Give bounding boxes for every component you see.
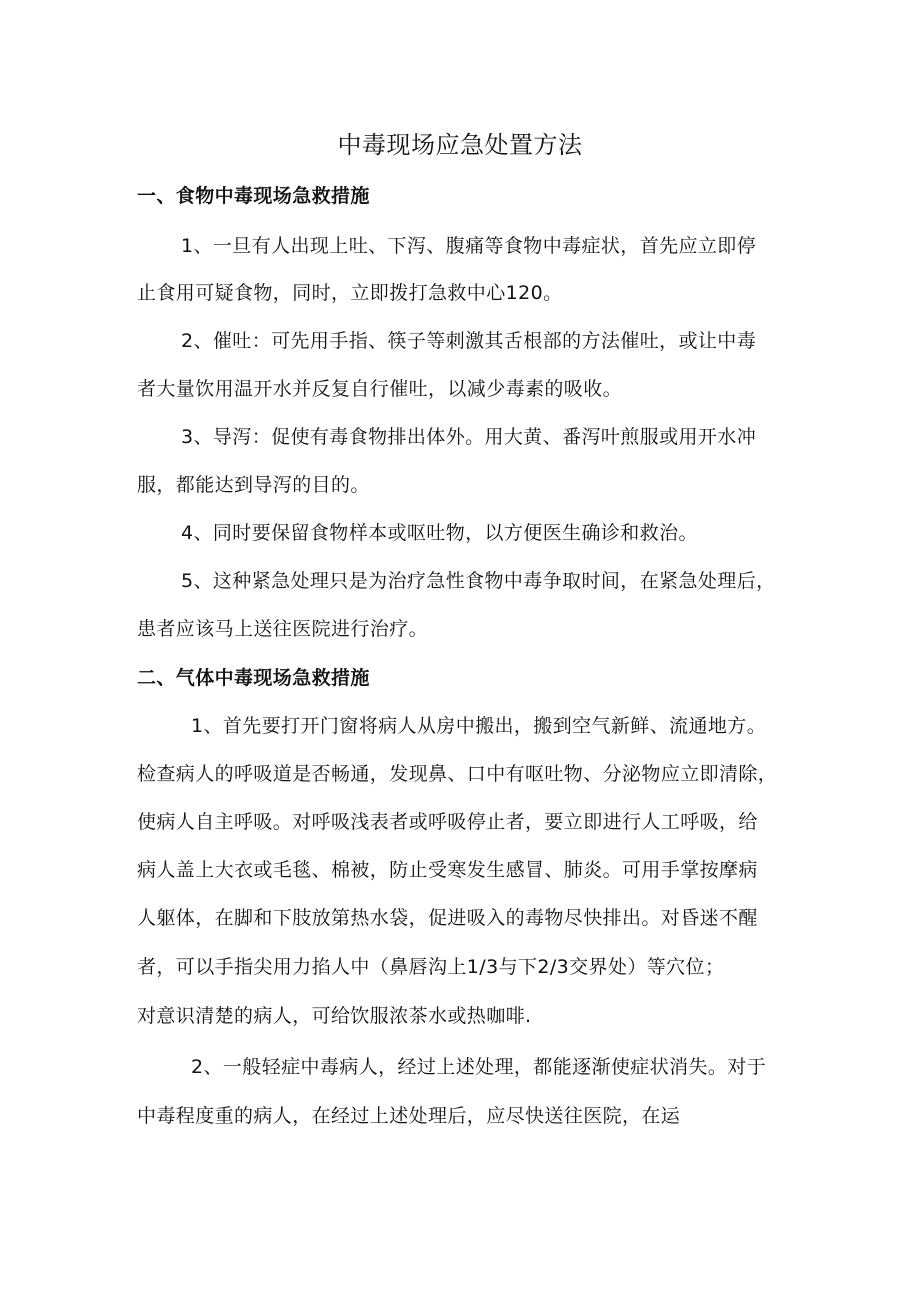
- paragraph-line: 1、首先要打开门窗将病人从房中搬出，搬到空气新鲜、流通地方。: [191, 715, 767, 737]
- paragraph-line: 检查病人的呼吸道是否畅通，发现鼻、口中有呕吐物、分泌物应立即清除，: [137, 763, 778, 785]
- document-title: 中毒现场应急处置方法: [337, 131, 583, 159]
- paragraph-line: 人躯体，在脚和下肢放第热水袋，促进吸入的毒物尽快排出。对昏迷不醒: [137, 907, 758, 929]
- paragraph-line: 使病人自主呼吸。对呼吸浅表者或呼吸停止者，要立即进行人工呼吸，给: [137, 811, 758, 833]
- section-heading-gas: 二、气体中毒现场急救措施: [137, 667, 370, 689]
- paragraph-line: 者，可以手指尖用力掐人中（鼻唇沟上1/3与下2/3交界处）等穴位；: [137, 956, 725, 978]
- paragraph-line: 1、一旦有人出现上吐、下泻、腹痛等食物中毒症状，首先应立即停: [181, 235, 757, 257]
- paragraph-line: 病人盖上大衣或毛毯、棉被，防止受寒发生感冒、肺炎。可用手掌按摩病: [137, 859, 758, 881]
- paragraph-line: 止食用可疑食物，同时，立即拨打急救中心120。: [137, 282, 563, 304]
- paragraph-line: 2、催吐：可先用手指、筷子等刺激其舌根部的方法催吐，或让中毒: [181, 330, 757, 352]
- paragraph-line: 患者应该马上送往医院进行治疗。: [137, 618, 429, 640]
- paragraph-line: 5、这种紧急处理只是为治疗急性食物中毒争取时间，在紧急处理后，: [181, 570, 776, 592]
- paragraph-line: 对意识清楚的病人，可给饮服浓茶水或热咖啡.: [137, 1005, 532, 1027]
- paragraph-line: 服，都能达到导泻的目的。: [137, 474, 370, 496]
- paragraph-line: 中毒程度重的病人，在经过上述处理后，应尽快送往医院，在运: [137, 1105, 681, 1127]
- paragraph-line: 3、导泻：促使有毒食物排出体外。用大黄、番泻叶煎服或用开水冲: [181, 426, 757, 448]
- paragraph-line: 4、同时要保留食物样本或呕吐物，以方便医生确诊和救治。: [181, 522, 698, 544]
- paragraph-line: 2、一般轻症中毒病人，经过上述处理，都能逐渐使症状消失。对于: [191, 1056, 767, 1078]
- paragraph-line: 者大量饮用温开水并反复自行催吐，以减少毒素的吸收。: [137, 378, 623, 400]
- section-heading-food: 一、食物中毒现场急救措施: [137, 185, 370, 207]
